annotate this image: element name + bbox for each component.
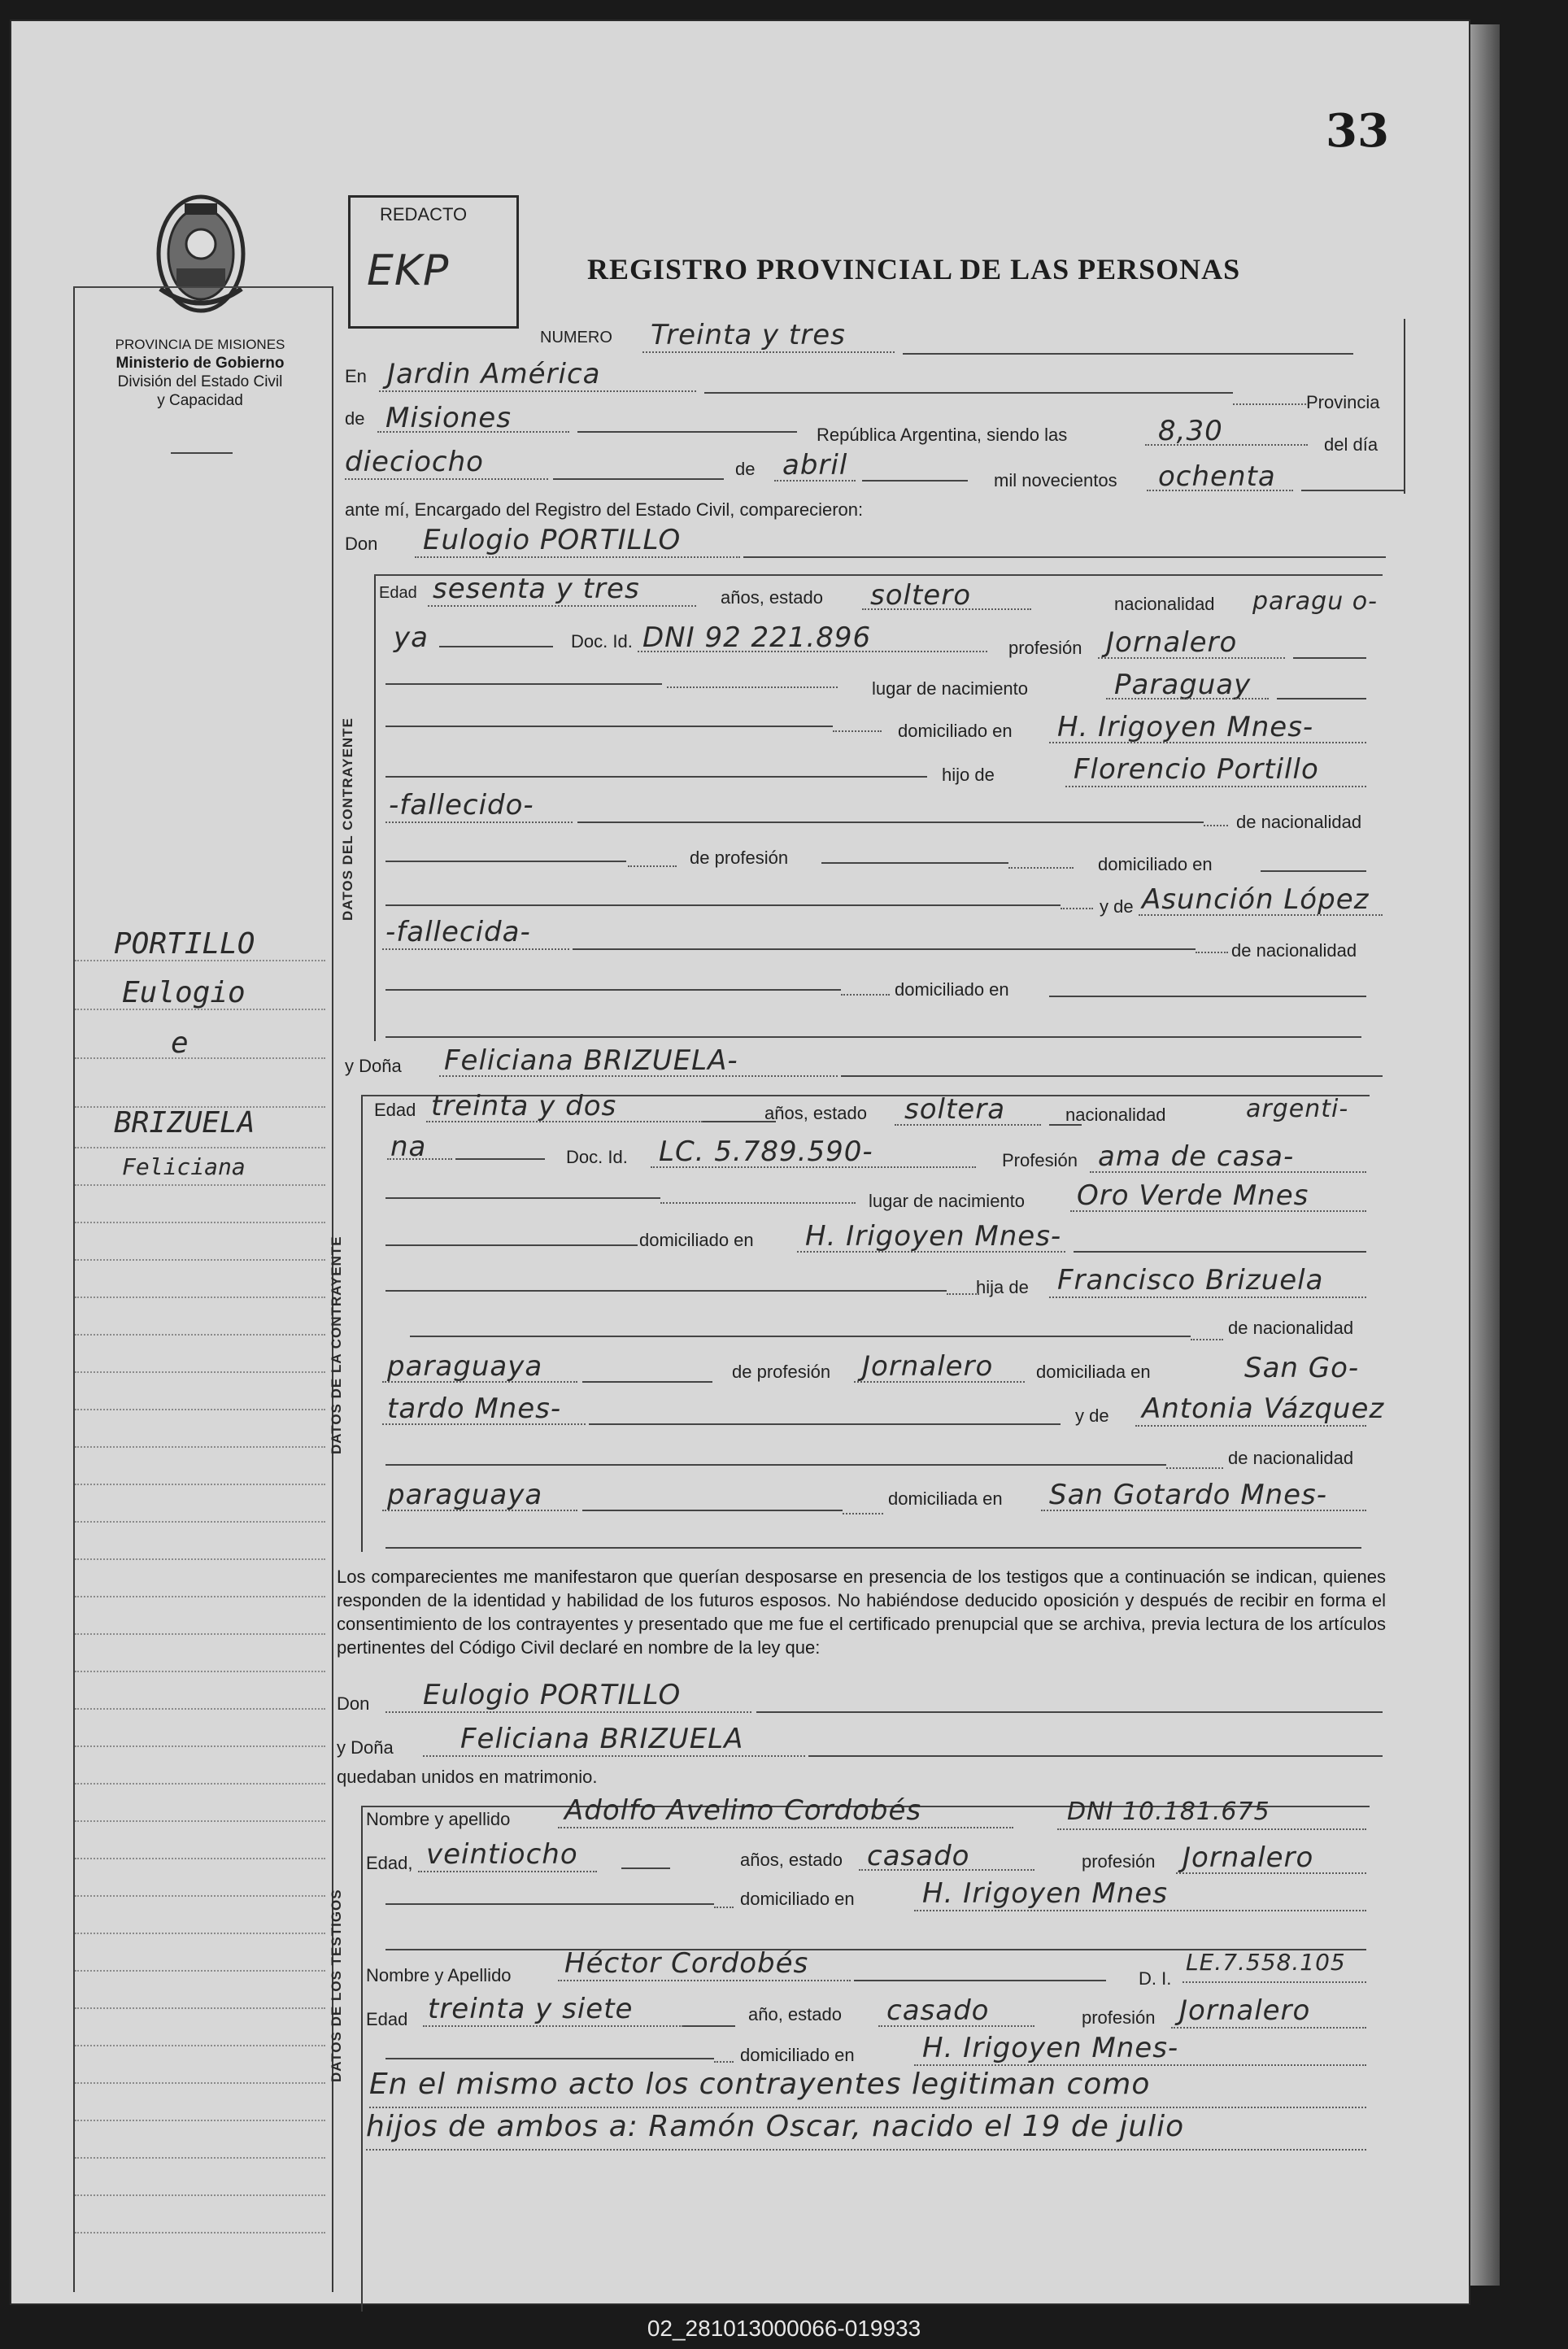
- contrayente-padre-estado: -fallecido-: [389, 789, 534, 821]
- ministry-line-2: Ministerio de Gobierno: [115, 355, 285, 372]
- domic4-label: domiciliado en: [639, 1230, 754, 1250]
- contrayenta-side-label: DATOS DE LA CONTRAYENTE: [329, 1236, 344, 1454]
- contrayente-edad: sesenta y tres: [433, 573, 640, 605]
- contrayente-profesion: Jornalero: [1106, 626, 1238, 659]
- contrayente-padre: Florencio Portillo: [1074, 753, 1319, 786]
- margin-border: [73, 286, 75, 2292]
- t1-profesion: Jornalero: [1183, 1841, 1314, 1874]
- document-title: REGISTRO PROVINCIAL DE LAS PERSONAS: [587, 253, 1241, 285]
- contrayente-madre: Asunción López: [1142, 883, 1370, 916]
- t2-domic-label: domiciliado en: [740, 2045, 855, 2065]
- contrayenta-nac-a: argenti-: [1246, 1095, 1349, 1123]
- contrayente-estado: soltero: [870, 579, 971, 612]
- contrayenta-estado: soltera: [904, 1093, 1006, 1126]
- domic6-label: domiciliada en: [888, 1488, 1003, 1509]
- contrayenta-madre-nac: paraguaya: [387, 1479, 543, 1511]
- contrayenta-padre: Francisco Brizuela: [1057, 1264, 1324, 1297]
- nac2-label: nacionalidad: [1065, 1105, 1166, 1125]
- ministry-divider: [171, 452, 233, 454]
- contrayente-nac-b: ya: [394, 621, 429, 654]
- de-nac-label: de nacionalidad: [1236, 812, 1362, 832]
- contrayenta-padre-dom-b: tardo Mnes-: [387, 1392, 562, 1425]
- hijo-label: hijo de: [942, 765, 995, 785]
- contrayente-domicilio: H. Irigoyen Mnes-: [1057, 711, 1314, 743]
- t1-domic-label: domiciliado en: [740, 1889, 855, 1909]
- ministry-line-4: y Capacidad: [157, 392, 243, 409]
- mes-value: abril: [782, 449, 848, 482]
- t2-edad-label: Edad: [366, 2009, 408, 2029]
- book-page-edge: [1470, 24, 1500, 2286]
- en-value: Jardin América: [387, 358, 601, 390]
- contrayente-nac-a: paragu o-: [1252, 587, 1378, 616]
- decl-don-label: Don: [337, 1693, 370, 1714]
- contrayenta-padre-nac: paraguaya: [387, 1350, 543, 1383]
- contrayenta-padre-dom-a: San Go-: [1244, 1352, 1360, 1384]
- contrayenta-madre: Antonia Vázquez: [1142, 1392, 1385, 1425]
- de-nac4-label: de nacionalidad: [1228, 1448, 1354, 1468]
- domic2-label: domiciliado en: [1098, 854, 1213, 874]
- t2-estado: casado: [886, 1994, 990, 2027]
- t1-estado: casado: [867, 1840, 970, 1872]
- ministry-line-1: PROVINCIA DE MISIONES: [115, 337, 285, 352]
- doc-label: Doc. Id.: [571, 631, 633, 652]
- declaration-text: Los comparecientes me manifestaron que querían desposarse en presencia de los testigos que a continuación se indican, quienes responden de la identidad y habilidad de los futuros esposos. No habiéndose deducido oposición y después de recibir en forma el consentimiento de los contrayentes y presentado que me fue el certificado prenupcial que se archiva, previa lectura de los artículos pertinentes del Código Civil declaré en nombre de la ley que:: [337, 1567, 1386, 1658]
- t1-edad: veintiocho: [426, 1838, 578, 1871]
- margin-note-surname-1: PORTILLO: [114, 927, 255, 961]
- nac-label: nacionalidad: [1114, 594, 1215, 614]
- republica-label: República Argentina, siendo las: [817, 425, 1068, 445]
- doc2-label: Doc. Id.: [566, 1147, 628, 1167]
- stamp-label: REDACTO: [380, 204, 468, 224]
- margin-note-name-2: Feliciana: [122, 1153, 246, 1180]
- domic5-label: domiciliada en: [1036, 1362, 1151, 1382]
- page-number: 33: [1326, 104, 1389, 158]
- t1-anios-label: años, estado: [740, 1850, 843, 1870]
- contrayenta-nombre: Feliciana BRIZUELA-: [444, 1044, 738, 1077]
- contrayente-side-label: DATOS DEL CONTRAYENTE: [340, 717, 355, 921]
- form-right-border: [1404, 319, 1405, 494]
- contrayente-lugar: Paraguay: [1114, 669, 1252, 701]
- testigos-side-label: DATOS DE LOS TESTIGOS: [329, 1889, 344, 2082]
- decl-don-value: Eulogio PORTILLO: [423, 1679, 682, 1711]
- contrayenta-edad: treinta y dos: [431, 1090, 617, 1122]
- numero-label: NUMERO: [540, 329, 612, 346]
- contrayenta-frame: [361, 1096, 363, 1552]
- dona-label: y Doña: [345, 1056, 402, 1076]
- contrayente-doc: DNI 92 221.896: [642, 621, 872, 654]
- contrayente-nombre: Eulogio PORTILLO: [423, 524, 682, 556]
- t2-profesion: Jornalero: [1179, 1994, 1311, 2027]
- t1-nombre-label: Nombre y apellido: [366, 1809, 511, 1829]
- de2-label: de: [735, 459, 756, 479]
- margin-note-conj: e: [171, 1026, 189, 1060]
- scan-footer-code: 02_281013000066-019933: [647, 2316, 921, 2341]
- dia-value: dieciocho: [345, 446, 484, 478]
- de-label: de: [345, 408, 365, 429]
- contrayenta-nac-b: na: [390, 1131, 427, 1163]
- stamp-initials: EKP: [367, 246, 450, 295]
- prof-label: profesión: [1008, 638, 1082, 658]
- decl-dona-label: y Doña: [337, 1737, 394, 1758]
- t2-dni: LE.7.558.105: [1186, 1949, 1346, 1976]
- t2-domicilio: H. Irigoyen Mnes-: [922, 2032, 1179, 2064]
- province-crest-icon: [148, 187, 254, 321]
- contrayenta-profesion: ama de casa-: [1098, 1140, 1295, 1173]
- t2-edad: treinta y siete: [428, 1993, 634, 2025]
- unidos-text: quedaban unidos en matrimonio.: [337, 1767, 598, 1787]
- ante-label: ante mí, Encargado del Registro del Estado Civil, comparecieron:: [345, 499, 864, 520]
- margin-top-rule: [73, 286, 333, 288]
- contrayenta-domicilio: H. Irigoyen Mnes-: [805, 1220, 1062, 1253]
- t2-anios-label: año, estado: [748, 2004, 842, 2024]
- domic-label: domiciliado en: [898, 721, 1013, 741]
- prof2-label: Profesión: [1002, 1150, 1078, 1170]
- de-nac2-label: de nacionalidad: [1231, 940, 1357, 961]
- t1-prof-label: profesión: [1082, 1851, 1156, 1872]
- t1-domicilio: H. Irigoyen Mnes: [922, 1877, 1168, 1910]
- contrayenta-madre-dom: San Gotardo Mnes-: [1049, 1479, 1328, 1511]
- ministry-block: [78, 335, 322, 410]
- de-prof2-label: de profesión: [732, 1362, 831, 1382]
- anios2-label: años, estado: [764, 1103, 867, 1123]
- del-dia-label: del día: [1324, 434, 1379, 455]
- provincia-label: Provincia: [1306, 392, 1380, 412]
- y-de-label: y de: [1100, 896, 1134, 917]
- domic3-label: domiciliado en: [895, 979, 1009, 1000]
- redacto-stamp: [348, 195, 519, 329]
- edad2-label: Edad: [374, 1100, 416, 1120]
- t2-prof-label: profesión: [1082, 2007, 1156, 2028]
- t1-dni: DNI 10.181.675: [1067, 1798, 1270, 1826]
- t1-nombre: Adolfo Avelino Cordobés: [564, 1794, 922, 1827]
- hija-label: hija de: [976, 1277, 1029, 1297]
- de-prof-label: de profesión: [690, 848, 789, 868]
- contrayenta-lugar: Oro Verde Mnes: [1077, 1179, 1309, 1212]
- t2-nombre: Héctor Cordobés: [564, 1947, 809, 1980]
- margin-note-surname-2: BRIZUELA: [114, 1106, 255, 1140]
- ministry-line-3: División del Estado Civil: [117, 373, 283, 390]
- anio-value: ochenta: [1158, 460, 1276, 493]
- t2-di-label: D. I.: [1139, 1968, 1172, 1989]
- numero-value: Treinta y tres: [651, 319, 846, 351]
- de-nac3-label: de nacionalidad: [1228, 1318, 1354, 1338]
- contrayente-frame: [374, 576, 376, 1041]
- lugar2-label: lugar de nacimiento: [869, 1191, 1026, 1211]
- margin-note-name-1: Eulogio: [122, 976, 246, 1009]
- y-de2-label: y de: [1075, 1405, 1109, 1426]
- edad-label: Edad: [379, 584, 417, 602]
- testigos-frame: [361, 1807, 363, 2312]
- don-label: Don: [345, 534, 378, 554]
- t2-nombre-label: Nombre y Apellido: [366, 1965, 512, 1985]
- nota-line-2: hijos de ambos a: Ramón Oscar, nacido el 19 de julio: [366, 2110, 1185, 2143]
- decl-dona-value: Feliciana BRIZUELA: [460, 1723, 744, 1755]
- en-label: En: [345, 366, 367, 386]
- lugar-label: lugar de nacimiento: [872, 678, 1029, 699]
- hora-value: 8,30: [1158, 415, 1223, 447]
- anios-label: años, estado: [721, 587, 823, 608]
- contrayenta-doc: LC. 5.789.590-: [659, 1135, 873, 1168]
- nota-line-1: En el mismo acto los contrayentes legitiman como: [369, 2068, 1151, 2101]
- mil-label: mil novecientos: [994, 470, 1117, 490]
- t1-edad-label: Edad,: [366, 1853, 413, 1873]
- provincia-value: Misiones: [385, 402, 512, 434]
- contrayenta-padre-prof: Jornalero: [862, 1350, 994, 1383]
- contrayente-madre-estado: -fallecida-: [385, 916, 531, 948]
